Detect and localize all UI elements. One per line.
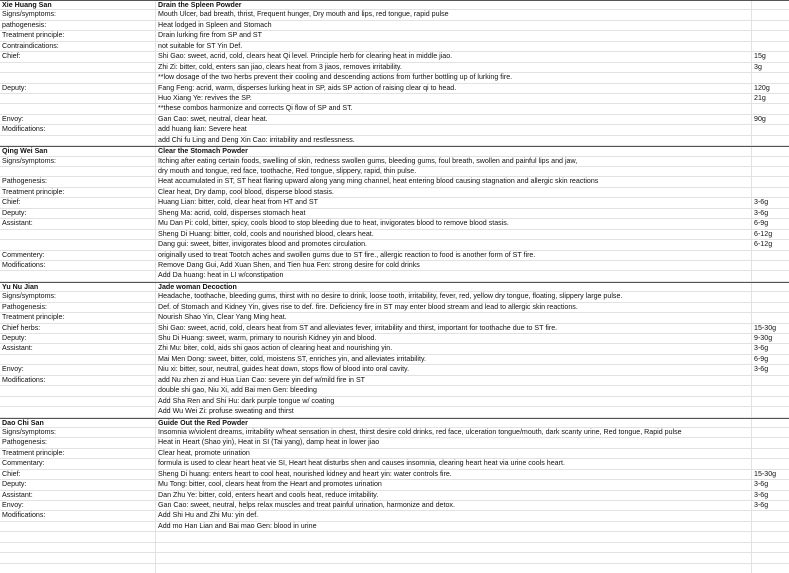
dosage-cell[interactable]: 6-9g (754, 354, 769, 363)
content-cell[interactable]: Add Da huang: heat in LI w/constipation (158, 271, 284, 280)
label-cell[interactable]: Assistant: (2, 219, 33, 228)
dosage-cell[interactable]: 120g (754, 83, 770, 92)
section-header-row[interactable] (0, 418, 789, 428)
content-cell[interactable]: Huang Lian: bitter, cold, clear heat from HT and ST (158, 198, 318, 207)
table-row[interactable] (0, 344, 789, 354)
table-row[interactable] (0, 125, 789, 135)
table-row[interactable] (0, 407, 789, 417)
table-row[interactable] (0, 376, 789, 386)
dosage-cell[interactable]: 90g (754, 114, 766, 123)
content-cell[interactable]: Sheng Di Huang: bitter, cold, cools and nourished blood, clears heat. (158, 229, 374, 238)
content-cell[interactable]: Sheng Di huang: enters heart to cool heat, nourished kidney and heart yin: water controls fire. (158, 469, 452, 478)
table-row[interactable] (0, 271, 789, 281)
table-row[interactable] (0, 501, 789, 511)
label-cell[interactable]: Chief: (2, 198, 21, 207)
table-row[interactable] (0, 386, 789, 396)
table-row[interactable] (0, 438, 789, 448)
label-cell[interactable]: Treatment principle: (2, 187, 65, 196)
label-cell[interactable]: pathogenesis: (2, 20, 47, 29)
dosage-cell[interactable]: 3-6g (754, 365, 769, 374)
label-cell[interactable]: Assistant: (2, 344, 33, 353)
label-cell[interactable]: Envoy: (2, 501, 24, 509)
content-cell[interactable]: **low dosage of the two herbs prevent their cooling and descending actions from further bottling up of lurking fire. (158, 73, 513, 82)
label-cell[interactable]: Modifications: (2, 125, 46, 134)
dosage-cell[interactable]: 15g (754, 52, 766, 61)
table-row[interactable] (0, 459, 789, 469)
table-row[interactable] (0, 104, 789, 114)
table-row[interactable] (0, 261, 789, 271)
content-cell[interactable]: Gan Cao: swet, neutral, clear heat. (158, 114, 268, 123)
dosage-cell[interactable]: 3-6g (754, 501, 769, 509)
dosage-cell[interactable]: 15-30g (754, 469, 777, 478)
label-cell[interactable]: Chief herbs: (2, 323, 41, 332)
table-row[interactable] (0, 52, 789, 62)
label-cell[interactable]: Yu Nu Jian (2, 282, 39, 291)
table-row[interactable] (0, 188, 789, 198)
table-row[interactable] (0, 115, 789, 125)
label-cell[interactable]: Commentary: (2, 459, 45, 468)
label-cell[interactable]: Qing Wei San (2, 147, 48, 156)
label-cell[interactable]: Chief: (2, 52, 21, 61)
label-cell[interactable]: Signs/symptoms: (2, 292, 57, 301)
content-cell[interactable]: Fang Feng: acrid, warm, disperses lurking heat in SP, aids SP action of raising clear qi to head. (158, 83, 457, 92)
label-cell[interactable]: Pathogenesis: (2, 302, 47, 311)
content-cell[interactable]: Mouth Ulcer, bad breath, thrist, Frequent hunger, Dry mouth and lips, red tongue, rapid pulse (158, 10, 449, 19)
content-cell[interactable]: Clear heat, promote urination (158, 448, 250, 457)
label-cell[interactable]: Chief: (2, 469, 21, 478)
content-cell[interactable]: Shi Gao: sweet, acrid, cold, clears heat from ST and alleviates fever, irritability and thirst, important for toothache due to ST fire. (158, 323, 558, 332)
label-cell[interactable]: Signs/symptoms: (2, 156, 57, 165)
content-cell[interactable]: Clear the Stomach Powder (158, 147, 248, 156)
content-cell[interactable]: **these combos harmonize and corrects Qi flow of SP and ST. (158, 104, 353, 113)
dosage-cell[interactable]: 3-6g (754, 198, 769, 207)
dosage-cell[interactable]: 9-30g (754, 334, 773, 342)
content-cell[interactable]: Sheng Ma: acrid, cold, disperses stomach heat (158, 208, 306, 217)
label-cell[interactable]: Envoy: (2, 114, 24, 123)
table-row[interactable] (0, 480, 789, 490)
table-row[interactable] (0, 10, 789, 20)
section-header-row[interactable] (0, 282, 789, 292)
label-cell[interactable]: Deputy: (2, 83, 27, 92)
label-cell[interactable]: Signs/symptoms: (2, 427, 57, 436)
table-row[interactable] (0, 491, 789, 501)
content-cell[interactable]: Insomnia w/violent dreams, irritability w/heat sensation in chest, thirst desire cold drinks, red face, ulceration tongue/mouth, dark scanty urine, Red tongue, Rapid pulse (158, 427, 682, 436)
table-row[interactable] (0, 136, 789, 146)
label-cell[interactable]: Modifications: (2, 375, 46, 384)
table-row[interactable] (0, 303, 789, 313)
table-row[interactable] (0, 167, 789, 177)
label-cell[interactable]: Deputy: (2, 334, 27, 342)
dosage-cell[interactable]: 6-12g (754, 240, 773, 249)
table-row[interactable] (0, 73, 789, 83)
content-cell[interactable]: originally used to treat Tootch aches and swollen gums due to ST fire., allergic reaction to food is another form of ST fire. (158, 250, 536, 259)
label-cell[interactable]: Deputy: (2, 480, 27, 489)
content-cell[interactable]: Zhi Mu: biter, cold, aids shi gaos action of clearing heat and nourishing yin. (158, 344, 393, 353)
table-row[interactable] (0, 397, 789, 407)
content-cell[interactable]: Huo Xiang Ye: revives the SP. (158, 93, 252, 102)
label-cell[interactable]: Pathogenesis: (2, 177, 47, 186)
content-cell[interactable]: Nourish Shao Yin, Clear Yang Ming heat. (158, 313, 287, 322)
label-cell[interactable]: Pathogenesis: (2, 438, 47, 447)
table-row[interactable] (0, 94, 789, 104)
content-cell[interactable]: Add Shi Hu and Zhi Mu: yin def. (158, 511, 259, 520)
table-row[interactable] (0, 470, 789, 480)
table-row[interactable] (0, 449, 789, 459)
dosage-cell[interactable]: 6-12g (754, 229, 773, 238)
dosage-cell[interactable]: 3-6g (754, 480, 769, 489)
content-cell[interactable]: Remove Dang Gui, Add Xuan Shen, and Tien hua Fen: strong desire for cold drinks (158, 260, 420, 269)
table-row[interactable] (0, 532, 789, 542)
label-cell[interactable]: Deputy: (2, 208, 27, 217)
content-cell[interactable]: Shi Gao: sweet, acrid, cold, clears heat Qi level. Principle herb for clearing heat in middle jiao. (158, 52, 453, 61)
content-cell[interactable]: Add mo Han Lian and Bai mao Gen: blood in urine (158, 521, 317, 530)
table-row[interactable] (0, 198, 789, 208)
section-header-row[interactable] (0, 0, 789, 10)
content-cell[interactable]: Dang gui: sweet, bitter, invigorates blood and promotes circulation. (158, 240, 367, 249)
table-row[interactable] (0, 21, 789, 31)
content-cell[interactable]: Mu Dan Pi: cold, bitter, spicy, cools blood to stop bleeding due to heat, invigorates blood to remove blood stasis. (158, 219, 509, 228)
content-cell[interactable]: add huang lian: Severe heat (158, 125, 247, 134)
dosage-cell[interactable]: 3-6g (754, 344, 769, 353)
label-cell[interactable]: Dao Chi San (2, 418, 44, 427)
content-cell[interactable]: Zhi Zi: bitter, cold, enters san jiao, clears heat from 3 jiaos, removes irritability. (158, 62, 402, 71)
table-row[interactable] (0, 292, 789, 302)
content-cell[interactable]: double shi gao, Niu Xi, add Bai men Gen: bleeding (158, 386, 317, 395)
content-cell[interactable]: add Chi fu Ling and Deng Xin Cao: irritability and restlessness. (158, 135, 355, 144)
label-cell[interactable]: Signs/symptoms: (2, 10, 57, 19)
table-row[interactable] (0, 177, 789, 187)
label-cell[interactable]: Envoy: (2, 365, 24, 374)
content-cell[interactable]: Itching after eating certain foods, swelling of skin, redness swollen gums, bleeding gums, foul breath, swollen and painful lips and jaw, (158, 156, 578, 165)
table-row[interactable] (0, 230, 789, 240)
label-cell[interactable]: Modifications: (2, 511, 46, 520)
table-row[interactable] (0, 219, 789, 229)
table-row[interactable] (0, 543, 789, 553)
content-cell[interactable]: Dan Zhu Ye: bitter, cold, enters heart and cools heat, reduce irritability. (158, 490, 379, 499)
content-cell[interactable]: not suitable for ST Yin Def. (158, 41, 243, 50)
dosage-cell[interactable]: 3-6g (754, 208, 769, 217)
content-cell[interactable]: Guide Out the Red Powder (158, 418, 248, 427)
content-cell[interactable]: Drain lurking fire from SP and ST (158, 31, 262, 40)
table-row[interactable] (0, 324, 789, 334)
table-row[interactable] (0, 334, 789, 344)
section-header-row[interactable] (0, 146, 789, 156)
table-row[interactable] (0, 31, 789, 41)
content-cell[interactable]: Heat in Heart (Shao yin), Heat in SI (Tai yang), damp heat in lower jiao (158, 438, 380, 447)
dosage-cell[interactable]: 15-30g (754, 323, 777, 332)
dosage-cell[interactable]: 6-9g (754, 219, 769, 228)
table-row[interactable] (0, 355, 789, 365)
label-cell[interactable]: Treatment principle: (2, 448, 65, 457)
content-cell[interactable]: Jade woman Decoction (158, 282, 237, 291)
content-cell[interactable]: Gan Cao: sweet, neutral, helps relax muscles and treat painful urination, harmonize and detox. (158, 501, 455, 509)
table-row[interactable] (0, 209, 789, 219)
table-row[interactable] (0, 63, 789, 73)
label-cell[interactable]: Modifications: (2, 260, 46, 269)
content-cell[interactable]: Add Sha Ren and Shi Hu: dark purple tongue w/ coating (158, 396, 335, 405)
dosage-cell[interactable]: 21g (754, 93, 766, 102)
content-cell[interactable]: add Nu zhen zi and Hua Lian Cao: severe yin def w/mild fire in ST (158, 375, 366, 384)
label-cell[interactable]: Xie Huang San (2, 1, 52, 9)
table-row[interactable] (0, 365, 789, 375)
content-cell[interactable]: Mai Men Dong: sweet, bitter, cold, moistens ST, enriches yin, and alleviates irritability. (158, 354, 426, 363)
table-row[interactable] (0, 428, 789, 438)
label-cell[interactable]: Assistant: (2, 490, 33, 499)
table-row[interactable] (0, 42, 789, 52)
content-cell[interactable]: Def. of Stomach and Kidney Yin, gives rise to def. fire. Deficiency fire in ST may enter blood stream and lead to allergic skin reactions. (158, 302, 578, 311)
table-row[interactable] (0, 522, 789, 532)
table-row[interactable] (0, 251, 789, 261)
table-row[interactable] (0, 553, 789, 563)
label-cell[interactable]: Contraindications: (2, 41, 59, 50)
dosage-cell[interactable]: 3-6g (754, 490, 769, 499)
content-cell[interactable]: Clear heat, Dry damp, cool blood, disperse blood stasis. (158, 187, 334, 196)
content-cell[interactable]: Shu Di Huang: sweet, warm, primary to nourish Kidney yin and blood. (158, 334, 377, 342)
content-cell[interactable]: Mu Tong: bitter, cool, clears heat from the Heart and promotes urination (158, 480, 382, 489)
table-row[interactable] (0, 313, 789, 323)
content-cell[interactable]: formula is used to clear heart heat vie SI, Heart heat disturbs shen and causes insomnia, clearing heart heat via urine cools heart. (158, 459, 565, 468)
dosage-cell[interactable]: 3g (754, 62, 762, 71)
content-cell[interactable]: Heat lodged in Spleen and Stomach (158, 20, 272, 29)
table-row[interactable] (0, 511, 789, 521)
content-cell[interactable]: Add Wu Wei Zi: profuse sweating and thirst (158, 407, 294, 416)
label-cell[interactable]: Treatment principle: (2, 313, 65, 322)
content-cell[interactable]: Niu xi: bitter, sour, neutral, guides heat down, stops flow of blood into oral cavity. (158, 365, 410, 374)
content-cell[interactable]: Drain the Spleen Powder (158, 1, 242, 9)
content-cell[interactable]: Headache, toothache, bleeding gums, thirst with no desire to drink, loose tooth, irritability, fever, red, yellow dry tongue, floating, slippery large pulse. (158, 292, 623, 301)
table-row[interactable] (0, 157, 789, 167)
label-cell[interactable]: Commentery: (2, 250, 45, 259)
table-row[interactable] (0, 240, 789, 250)
content-cell[interactable]: dry mouth and tongue, red face, toothache, Red tongue, slippery, rapid, thin pulse. (158, 167, 417, 175)
content-cell[interactable]: Heat accumulated in ST, ST heat flaring upward along yang ming channel, heat entering blood causing stagnation and allergic skin reactions (158, 177, 599, 186)
table-row[interactable] (0, 84, 789, 94)
label-cell[interactable]: Treatment principle: (2, 31, 65, 40)
